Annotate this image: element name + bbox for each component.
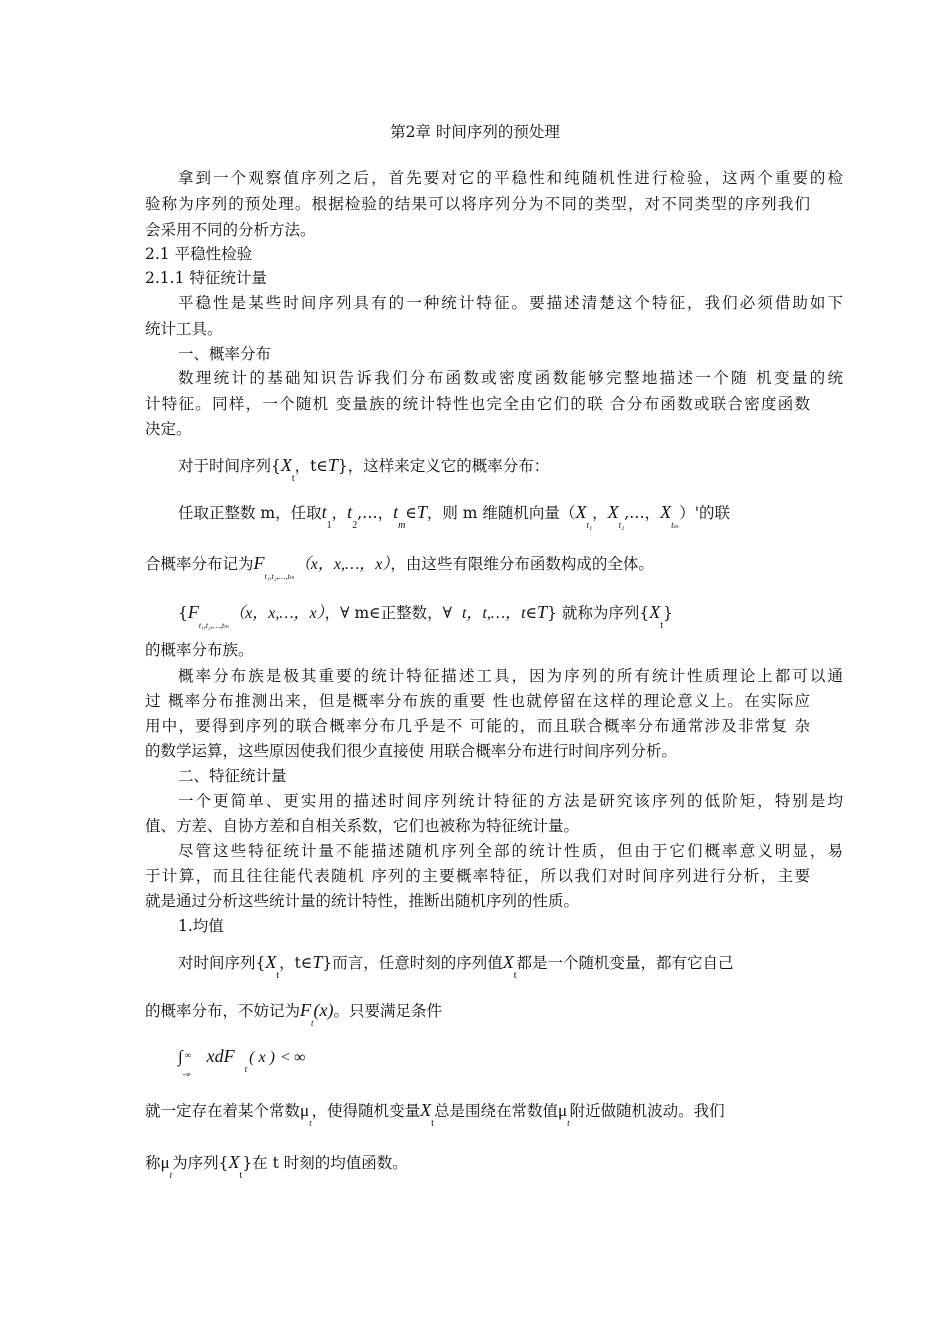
heading-mean: 1.均值 — [178, 917, 224, 935]
joint-args: （x，x,…，x） — [294, 556, 391, 573]
sub-t: t — [239, 1170, 243, 1181]
take-pre: 任取正整数 m，任取 — [178, 504, 322, 522]
mean-d-pre: 称 — [145, 1154, 161, 1172]
sub-t1-tm: t₁,t₂,…,tₘ — [264, 572, 295, 581]
sub-2: 2 — [352, 520, 358, 531]
var-X1: X — [575, 502, 587, 522]
var-F: F — [300, 1000, 312, 1020]
integral-lower: -∞ — [182, 1070, 192, 1079]
integral-formula — [145, 1046, 843, 1079]
sub-t: t — [169, 1170, 173, 1180]
var-X: X — [420, 1100, 432, 1120]
sub-t: t — [276, 970, 280, 981]
sub-t: t — [567, 1118, 570, 1128]
sub-t: t — [431, 1118, 434, 1129]
var-F: F — [253, 553, 265, 573]
sub-t: t — [309, 1118, 312, 1128]
sub-t1: t₁ — [586, 520, 593, 530]
sub-t: t — [513, 970, 517, 981]
integral-sign: ∫ — [178, 1047, 183, 1066]
var-T: T — [312, 952, 323, 972]
mean-line-2 — [145, 1000, 810, 1028]
family-paragraph-line-2: 过 概率分布推测出来，但是概率分布族的重要 性也就停留在这样的理论意义上。在实际应 — [145, 692, 810, 710]
var-F: F — [187, 602, 199, 622]
mean-c-mid2: 总是围绕在常数值 — [433, 1102, 558, 1120]
mean-a-mid: ，t∈ — [279, 954, 313, 972]
integral-upper: ∞ — [184, 1050, 192, 1060]
sub-t1-tm: t₁,t₂,…,tₘ — [198, 621, 230, 630]
stationary-line-2: 统计工具。 — [145, 320, 223, 338]
family-pre: { — [178, 604, 188, 622]
var-X: X — [265, 952, 277, 972]
def-intro-post: }，这样来定义它的概率分布： — [337, 457, 550, 475]
family-post: } 就称为序列{ — [547, 604, 650, 622]
family-args: （x，x,…，x） — [229, 605, 325, 622]
integral-relation: < ∞ — [280, 1049, 306, 1066]
heading-probability-distribution: 一、概率分布 — [178, 345, 272, 363]
var-X: X — [502, 952, 514, 972]
mean-a-post: 都是一个随机变量，都有它自己 — [516, 954, 734, 972]
var-t1: t — [321, 502, 327, 522]
mean-c-post: 附近做随机波动。我们 — [569, 1102, 725, 1120]
var-T: T — [537, 602, 548, 622]
probability-line-3: 决定。 — [145, 420, 192, 438]
heading-characteristic-statistics: 二、特征统计量 — [178, 767, 287, 785]
element-of: ∈ — [525, 604, 538, 622]
var-X: X — [649, 602, 661, 622]
sub-t: t — [244, 1064, 248, 1074]
family-mid: ，∀ m∈正整数，∀ — [324, 604, 452, 622]
probability-line-2: 计特征。同样，一个随机 变量族的统计特性也完全由它们的联 合分布函数或联合密度函数 — [145, 395, 810, 413]
characteristic2-line-2: 于计算，而且往往能代表随机 序列的主要概率特征，所以我们对时间序列进行分析，主要 — [145, 867, 810, 885]
mu: μ — [160, 1153, 170, 1172]
mu: μ — [300, 1101, 310, 1120]
mean-c-pre: 就一定存在着某个常数 — [145, 1102, 301, 1120]
sub-t2: t₂ — [618, 520, 625, 530]
characteristic2-line-1: 尽管这些特征统计量不能描述随机序列全部的统计性质，但由于它们概率意义明显，易 — [178, 842, 843, 860]
family-line — [145, 602, 843, 631]
def-intro-mid: ，t∈ — [294, 457, 328, 475]
family-paragraph-line-4: 的数学运算，这些原因使我们很少直接使 用联合概率分布进行时间序列分析。 — [145, 742, 677, 760]
definition-intro — [145, 455, 843, 484]
integrand: xdF — [206, 1046, 235, 1066]
mu: μ — [557, 1101, 568, 1120]
family-paragraph-line-1: 概率分布族是极其重要的统计特征描述工具，因为序列的所有统计性质理论上都可以通 — [178, 667, 843, 685]
family-line-2: 的概率分布族。 — [145, 641, 254, 659]
var-X: X — [280, 455, 292, 475]
joint-post: ，由这些有限维分布函数构成的全体。 — [390, 555, 654, 573]
family-ts: t，t,…，t — [461, 605, 526, 622]
family-end: } — [663, 604, 673, 622]
probability-line-1: 数理统计的基础知识告诉我们分布函数或密度函数能够完整地描述一个随 机变量的统 — [178, 369, 843, 387]
sub-t: t — [291, 473, 295, 484]
chapter-title: 第2章 时间序列的预处理 — [390, 123, 560, 141]
take-any-line: 任取正整数 m，任取$t_1$，$t_2,\dots$，$t_m\in T$，则 m 维随机向量（$X_{t_1}$，$X_{t_2},\dots$，$X_{t_m})'$的联 — [178, 502, 730, 531]
mean-a-pre: 对时间序列{ — [178, 954, 266, 972]
characteristic2-line-3: 就是通过分析这些统计量的统计特性，推断出随机序列的性质。 — [145, 892, 580, 910]
section-heading-2-1: 2.1 平稳性检验 — [145, 245, 253, 263]
mean-b-post: 。只要满足条件 — [333, 1002, 443, 1020]
mean-c-mid: ，使得随机变量 — [311, 1102, 421, 1120]
dots: ,…， — [624, 504, 661, 522]
section-heading-2-1-1: 2.1.1 特征统计量 — [145, 269, 267, 287]
characteristic-line-1: 一个更简单、更实用的描述时间序列统计特征的方法是研究该序列的低阶矩，特别是均 — [178, 792, 843, 810]
var-T: T — [416, 502, 427, 522]
mean-d-mid: 为序列{ — [172, 1154, 229, 1172]
var-tm: t — [393, 502, 399, 522]
joint-pre: 合概率分布记为 — [145, 555, 254, 573]
take-post: ）'的联 — [679, 504, 730, 522]
arg-x: (x) — [313, 1000, 334, 1020]
sub-tm: tₘ — [671, 520, 680, 530]
sub-1: 1 — [326, 520, 332, 531]
dots: ,…， — [357, 504, 394, 522]
sub-m: m — [398, 520, 406, 531]
var-X2: X — [607, 502, 619, 522]
take-mid: ，则 m 维随机向量（ — [426, 504, 576, 522]
sub-t: t — [660, 620, 663, 631]
intro-line-2: 验称为序列的预处理。根据检验的结果可以将序列分为不同的类型，对不同类型的序列我们 — [145, 195, 810, 213]
var-X: X — [228, 1152, 240, 1172]
intro-line-3: 会采用不同的分析方法。 — [145, 221, 316, 239]
element-of: ∈ — [405, 504, 417, 522]
intro-line-1: 拿到一个观察值序列之后，首先要对它的平稳性和纯随机性进行检验，这两个重要的检 — [178, 169, 843, 187]
family-paragraph-line-3: 用中，要得到序列的联合概率分布几乎是不 可能的，而且联合概率分布通常涉及非常复 杂 — [145, 717, 810, 735]
var-T: T — [327, 455, 338, 475]
mean-line-3 — [145, 1100, 810, 1129]
joint-distribution-line — [145, 553, 810, 581]
def-intro-pre: 对于时间序列{ — [178, 457, 281, 475]
integral-arg: ( x ) — [249, 1049, 275, 1066]
mean-line-1 — [145, 952, 843, 981]
stationary-line-1: 平稳性是某些时间序列具有的一种统计特征。要描述清楚这个特征，我们必须借助如下 — [178, 294, 843, 312]
mean-line-4 — [145, 1152, 810, 1181]
mean-a-mid2: }而言，任意时刻的序列值 — [322, 954, 503, 972]
mean-b-pre: 的概率分布，不妨记为 — [145, 1002, 301, 1020]
sub-t: t — [311, 1018, 314, 1028]
var-t2: t — [347, 502, 353, 522]
characteristic-line-2: 值、方差、自协方差和自相关系数，它们也被称为特征统计量。 — [145, 817, 580, 835]
mean-d-post: }在 t 时刻的均值函数。 — [242, 1154, 408, 1172]
var-Xm: X — [660, 502, 672, 522]
